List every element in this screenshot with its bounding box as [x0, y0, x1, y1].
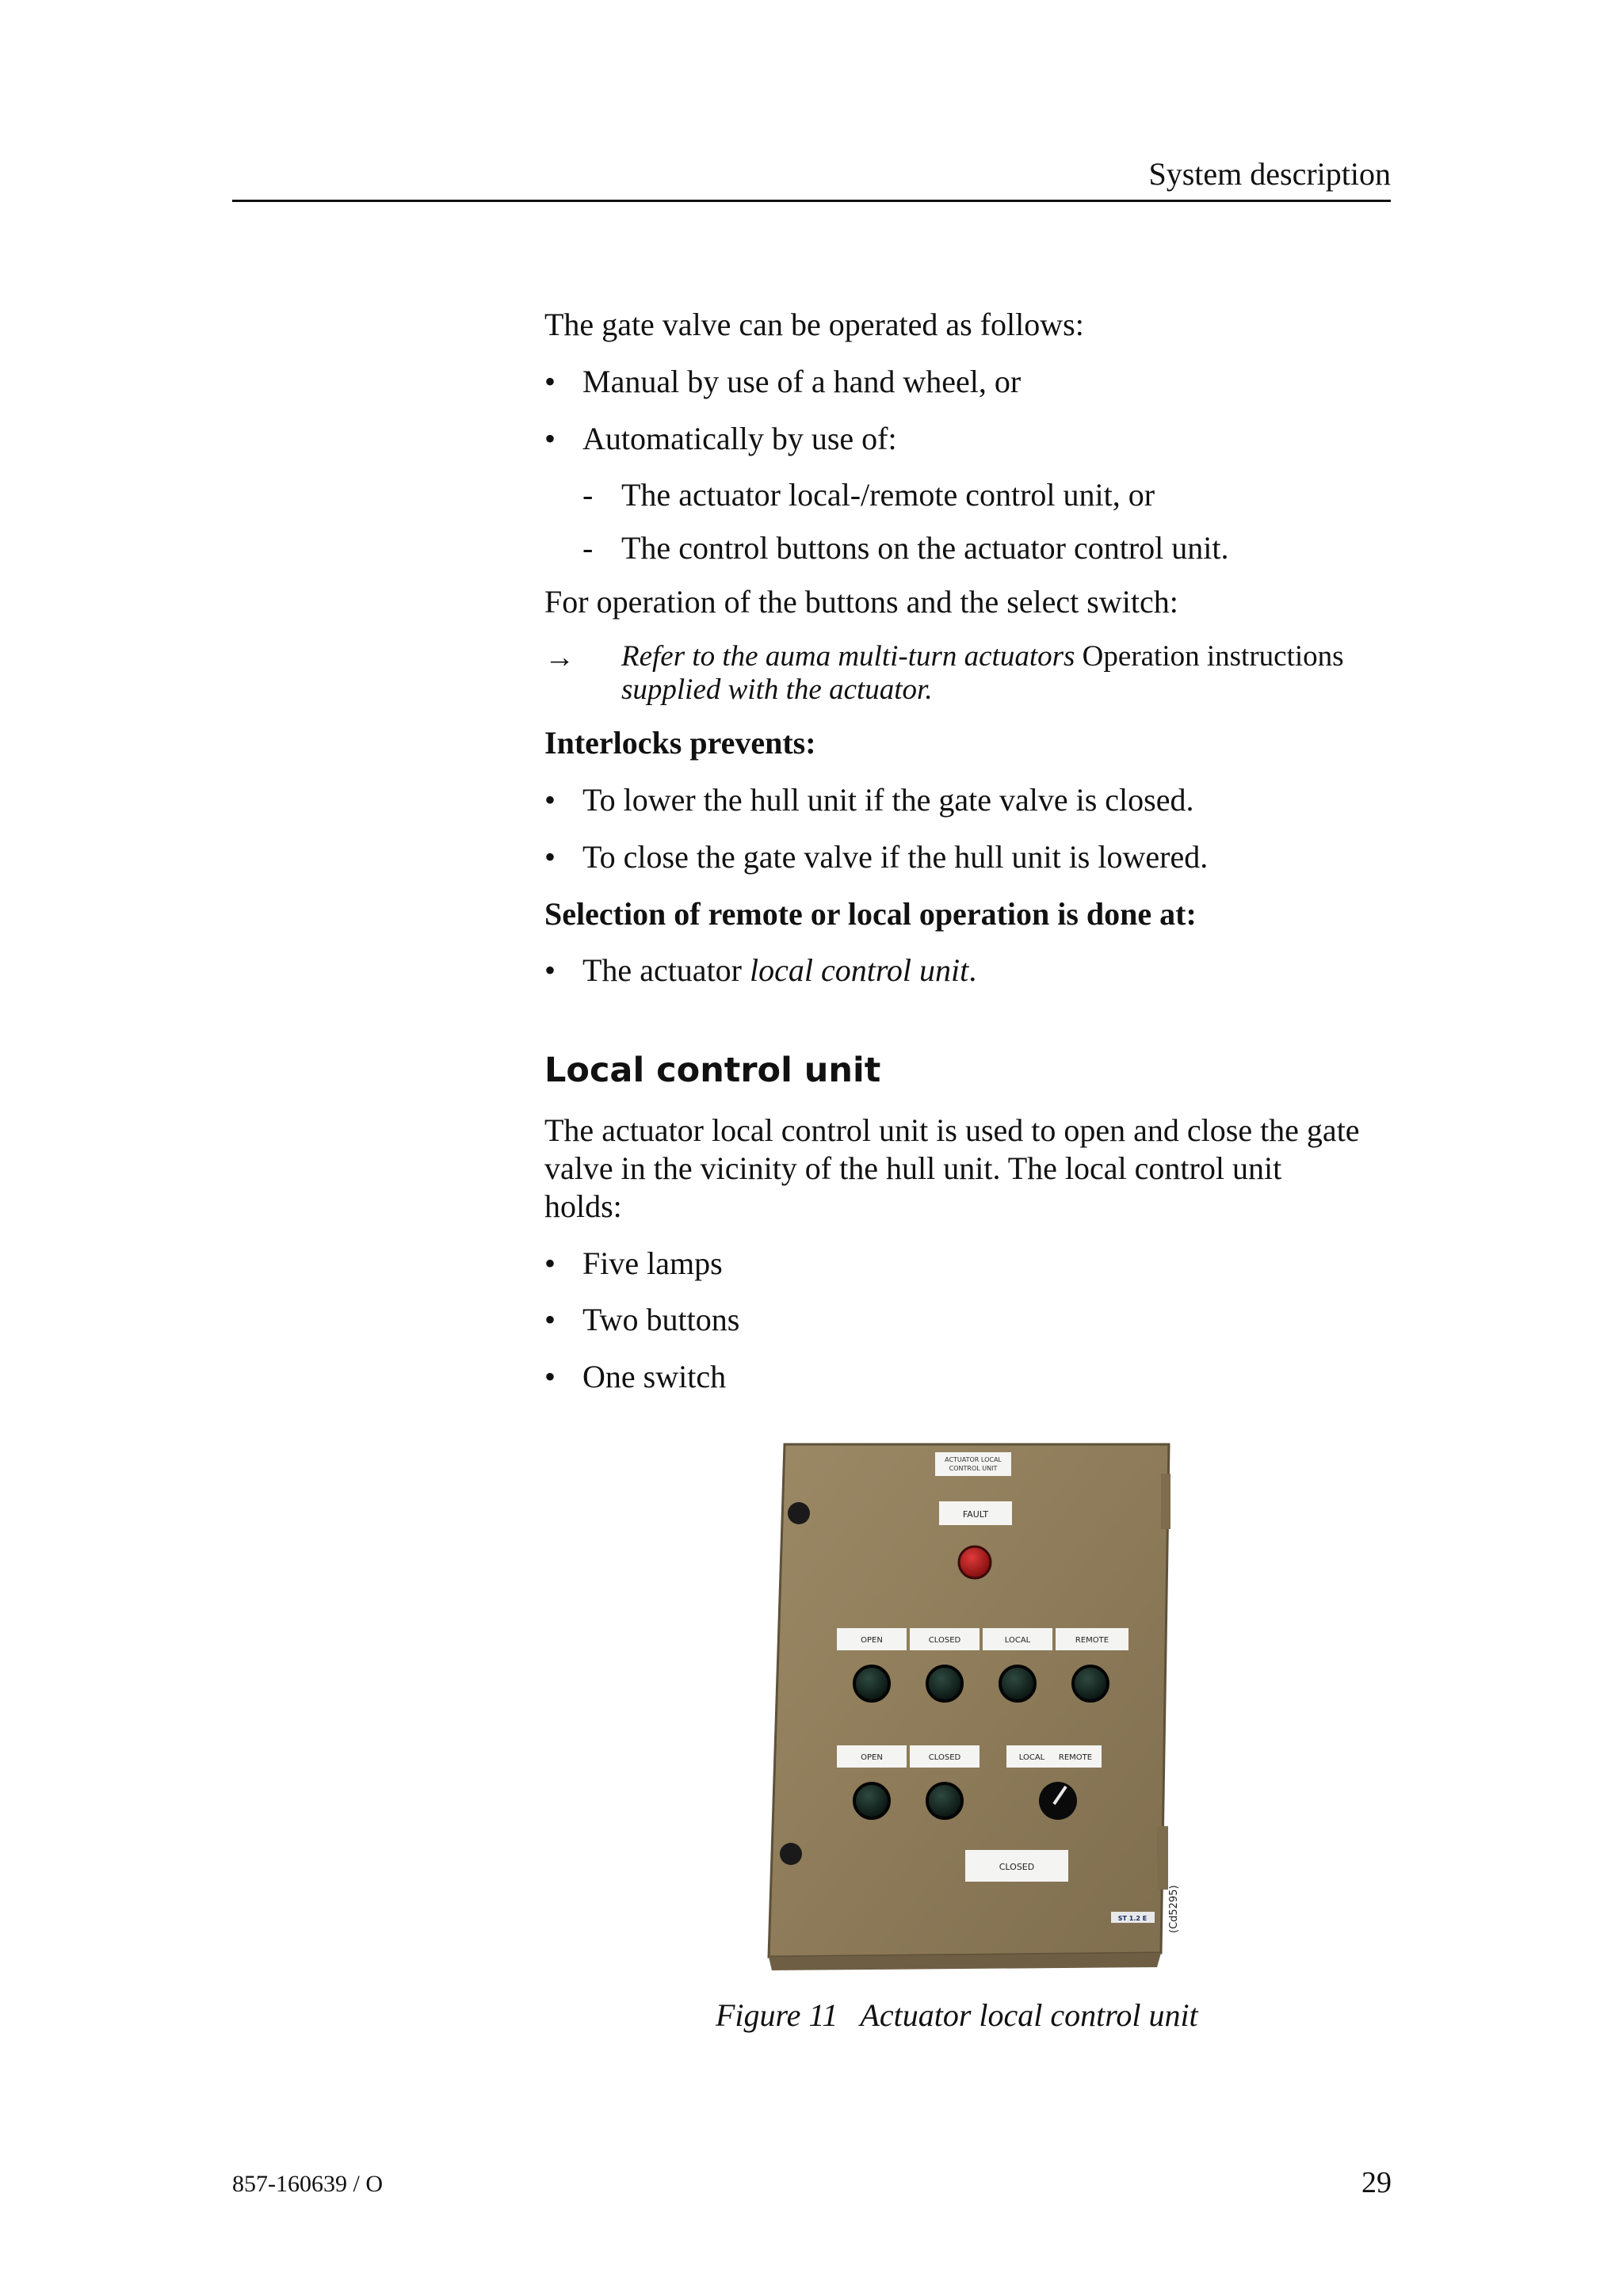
hinge-bottom	[1157, 1826, 1168, 1890]
list-item	[582, 952, 976, 989]
fault-lamp	[959, 1547, 991, 1578]
sub-list-item: The control buttons on the actuator control unit.	[621, 530, 1229, 566]
button-label: OPEN	[861, 1753, 883, 1762]
dash-marker: -	[582, 530, 594, 566]
document-id: 857-160639 / O	[232, 2171, 383, 2197]
lamp-label: OPEN	[861, 1636, 883, 1645]
closed-button	[927, 1783, 962, 1818]
switch-label-remote: REMOTE	[1058, 1753, 1093, 1762]
section-para-line: valve in the vicinity of the hull unit. The local control unit	[544, 1150, 1282, 1186]
bullet-marker: •	[544, 1359, 556, 1394]
figure-caption	[716, 1997, 1198, 2034]
header-rule	[232, 200, 1391, 202]
hinge-top	[1161, 1474, 1170, 1529]
lamp-remote	[1073, 1666, 1108, 1701]
dash-marker: -	[582, 477, 594, 513]
reference-italic-2: supplied with the actuator.	[621, 673, 933, 706]
list-item: Manual by use of a hand wheel, or	[582, 364, 1022, 399]
section-title: Local control unit	[544, 1051, 881, 1090]
figure-code: (Cd5295)	[1168, 1885, 1180, 1933]
fault-label: FAULT	[962, 1509, 989, 1520]
open-button	[854, 1783, 889, 1818]
list-item: Automatically by use of:	[582, 421, 897, 456]
reference-note	[621, 640, 1398, 707]
list-item: To lower the hull unit if the gate valve is closed.	[582, 782, 1194, 818]
figure-number: Figure 11	[716, 1997, 838, 2033]
section-para-line: The actuator local control unit is used to open and close the gate	[544, 1112, 1360, 1148]
bullet-marker: •	[544, 1245, 556, 1281]
figure-title: Actuator local control unit	[860, 1997, 1198, 2033]
selection-italic: local control unit	[750, 952, 969, 988]
buttons-intro: For operation of the buttons and the select switch:	[544, 584, 1178, 620]
reference-italic: Refer to the auma multi-turn actuators	[621, 640, 1075, 673]
bullet-marker: •	[544, 364, 556, 399]
list-item: Five lamps	[582, 1245, 723, 1281]
selection-prefix: The actuator	[582, 952, 750, 988]
lamp-open	[854, 1666, 889, 1701]
selection-heading: Selection of remote or local operation is done at:	[544, 896, 1197, 932]
intro-text: The gate valve can be operated as follows:	[544, 307, 1084, 342]
list-item: Two buttons	[582, 1302, 740, 1337]
lamp-label: REMOTE	[1075, 1636, 1109, 1645]
figure-panel-photo	[761, 1438, 1189, 1977]
title-plate-line1: ACTUATOR LOCAL	[945, 1456, 1002, 1463]
running-header: System description	[1148, 156, 1391, 192]
selection-suffix: .	[968, 952, 977, 988]
bullet-marker: •	[544, 1302, 556, 1337]
lamp-label: CLOSED	[928, 1636, 961, 1645]
screw	[788, 1502, 810, 1524]
arrow-icon: →	[544, 641, 575, 674]
bullet-marker: •	[544, 952, 556, 988]
lamp-closed	[927, 1666, 962, 1701]
tag-text: ST 1.2 E	[1117, 1915, 1148, 1922]
title-plate-line2: CONTROL UNIT	[949, 1465, 998, 1472]
screw	[780, 1843, 802, 1865]
list-item: One switch	[582, 1359, 727, 1394]
lamp-label: LOCAL	[1004, 1636, 1031, 1645]
page-number: 29	[1361, 2166, 1392, 2199]
section-para-line: holds:	[544, 1188, 622, 1224]
bullet-marker: •	[544, 421, 556, 456]
lamp-local	[1000, 1666, 1035, 1701]
list-item: To close the gate valve if the hull unit is lowered.	[582, 839, 1209, 875]
interlocks-heading: Interlocks prevents:	[544, 725, 816, 761]
bottom-label: CLOSED	[999, 1862, 1035, 1872]
sub-list-item: The actuator local-/remote control unit, or	[621, 477, 1155, 513]
reference-plain: Operation instructions	[1075, 640, 1344, 673]
bullet-marker: •	[544, 839, 556, 875]
bullet-marker: •	[544, 782, 556, 818]
switch-label-local: LOCAL	[1018, 1753, 1045, 1762]
button-label: CLOSED	[928, 1753, 961, 1762]
